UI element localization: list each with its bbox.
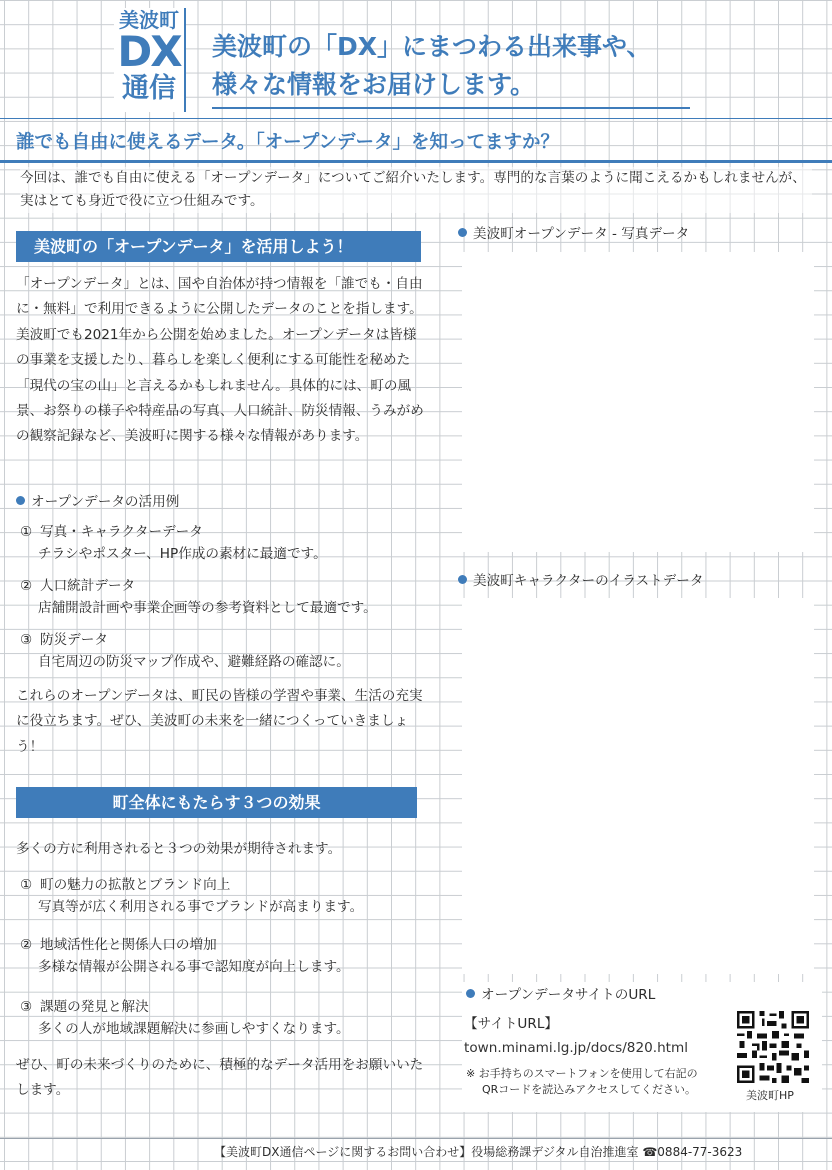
example-desc: 自宅周辺の防災マップ作成や、避難経路の確認に。 [38, 654, 350, 670]
url-title: オープンデータサイトのURL [481, 987, 656, 1003]
example-desc: 店舗開設計画や事業企画等の参考資料として最適です。 [38, 600, 377, 616]
section2-lead: 多くの方に利用されると３つの効果が期待されます。 [16, 841, 342, 857]
example-num: ② [20, 578, 33, 594]
note-line2: QRコードを読込みアクセスしてください。 [482, 1083, 696, 1096]
footer-rule [0, 1138, 832, 1139]
photo-data-area [462, 252, 814, 552]
examples-title: オープンデータの活用例 [31, 494, 180, 510]
illust-data-title: 美波町キャラクターのイラストデータ [473, 573, 704, 589]
photo-data-heading [458, 224, 689, 244]
section1-body: 「オープンデータ」とは、国や自治体が持つ情報を「誰でも・自由に・無料」で利用できるように公開したデータのことを指します。美波町でも2021年から公開を始めました。オープンデータは皆様の事業を支援したり、暮らしを楽しく便利にする可能性を秘めた「現代の宝の山」と言えるかもしれません。具体的には、町の風景、お祭りの様子や特産品の写真、人口統計、防災情報、うみがめの観察記録など、美波町に関する様々な情報があります。 [16, 276, 424, 445]
effect-desc: 多くの人が地域課題解決に参画しやすくなります。 [38, 1021, 350, 1037]
bullet-dot-icon [466, 989, 475, 998]
dx-logo [114, 8, 186, 112]
qr-note [466, 1066, 698, 1098]
bullet-dot-icon [458, 228, 467, 237]
effect-num: ② [20, 937, 33, 953]
effect-item-2 [20, 934, 350, 978]
effect-item-3 [20, 996, 350, 1040]
bullet-dot-icon [16, 496, 25, 505]
logo-line3: 通信 [122, 73, 176, 104]
section2-closing: ぜひ、町の未来づくりのために、積極的なデータ活用をお願いいたします。 [16, 1057, 424, 1099]
page-headline: 誰でも自由に使えるデータ。「オープンデータ」を知ってますか？ [16, 132, 559, 153]
effect-title: 地域活性化と関係人口の増加 [40, 937, 217, 953]
note-mark: ※ [466, 1067, 476, 1080]
section2-banner: 町全体にもたらす３つの効果 [16, 787, 417, 818]
tagline-line1: 美波町の「DX」にまつわる出来事や、 [212, 32, 652, 61]
phone-icon: ☎ [642, 1145, 658, 1159]
example-item-3 [20, 629, 350, 673]
example-title: 防災データ [40, 632, 108, 648]
photo-data-title: 美波町オープンデータ - 写真データ [473, 226, 690, 242]
section1-closing: これらのオープンデータは、町民の皆様の学習や事業、生活の充実に役立ちます。ぜひ、美波町の未来を一緒につくっていきましょう！ [16, 688, 423, 755]
intro-text: 今回は、誰でも自由に使える「オープンデータ」についてご紹介いたします。専門的な言葉のように聞こえるかもしれませんが、実はとても身近で役に立つ仕組みです。 [20, 167, 812, 213]
example-item-2 [20, 575, 377, 619]
footer-contact-text: 【美波町DX通信ページに関するお問い合わせ】役場総務課デジタル自治推進室 [214, 1145, 639, 1159]
url-heading [466, 985, 655, 1005]
tagline-line2: 様々な情報をお届けします。 [212, 70, 536, 99]
site-url-link[interactable]: town.minami.lg.jp/docs/820.html [464, 1040, 689, 1056]
logo-line1: 美波町 [119, 8, 179, 32]
section1-banner: 美波町の「オープンデータ」を活用しよう！ [16, 231, 421, 262]
example-num: ① [20, 524, 33, 540]
effect-num: ③ [20, 999, 33, 1015]
example-num: ③ [20, 632, 33, 648]
illust-data-area [462, 598, 814, 974]
effect-item-1 [20, 874, 363, 918]
effect-title: 課題の発見と解決 [40, 999, 149, 1015]
bullet-dot-icon [458, 575, 467, 584]
illust-data-heading [458, 571, 703, 591]
tagline-underline [212, 107, 690, 109]
examples-heading [16, 492, 179, 512]
effect-desc: 写真等が広く利用される事でブランドが高まります。 [38, 899, 364, 915]
effect-desc: 多様な情報が公開される事で認知度が向上します。 [38, 959, 350, 975]
example-title: 写真・キャラクターデータ [40, 524, 203, 540]
example-item-1 [20, 521, 327, 565]
url-label: 【サイトURL】 [464, 1016, 558, 1032]
footer-contact [214, 1143, 742, 1161]
note-line1: お手持ちのスマートフォンを使用して右記の [478, 1067, 698, 1080]
qr-code-icon [737, 1011, 809, 1083]
header-rule [0, 118, 832, 119]
effect-title: 町の魅力の拡散とブランド向上 [40, 877, 231, 893]
qr-code[interactable] [737, 1011, 809, 1083]
effect-num: ① [20, 877, 33, 893]
headline-rule [0, 160, 832, 163]
qr-caption: 美波町HP [746, 1089, 794, 1102]
tagline [212, 28, 692, 104]
example-title: 人口統計データ [40, 578, 136, 594]
footer-phone: 0884-77-3623 [657, 1145, 743, 1159]
logo-line2: DX [117, 27, 181, 76]
example-desc: チラシやポスター、HP作成の素材に最適です。 [38, 546, 327, 562]
